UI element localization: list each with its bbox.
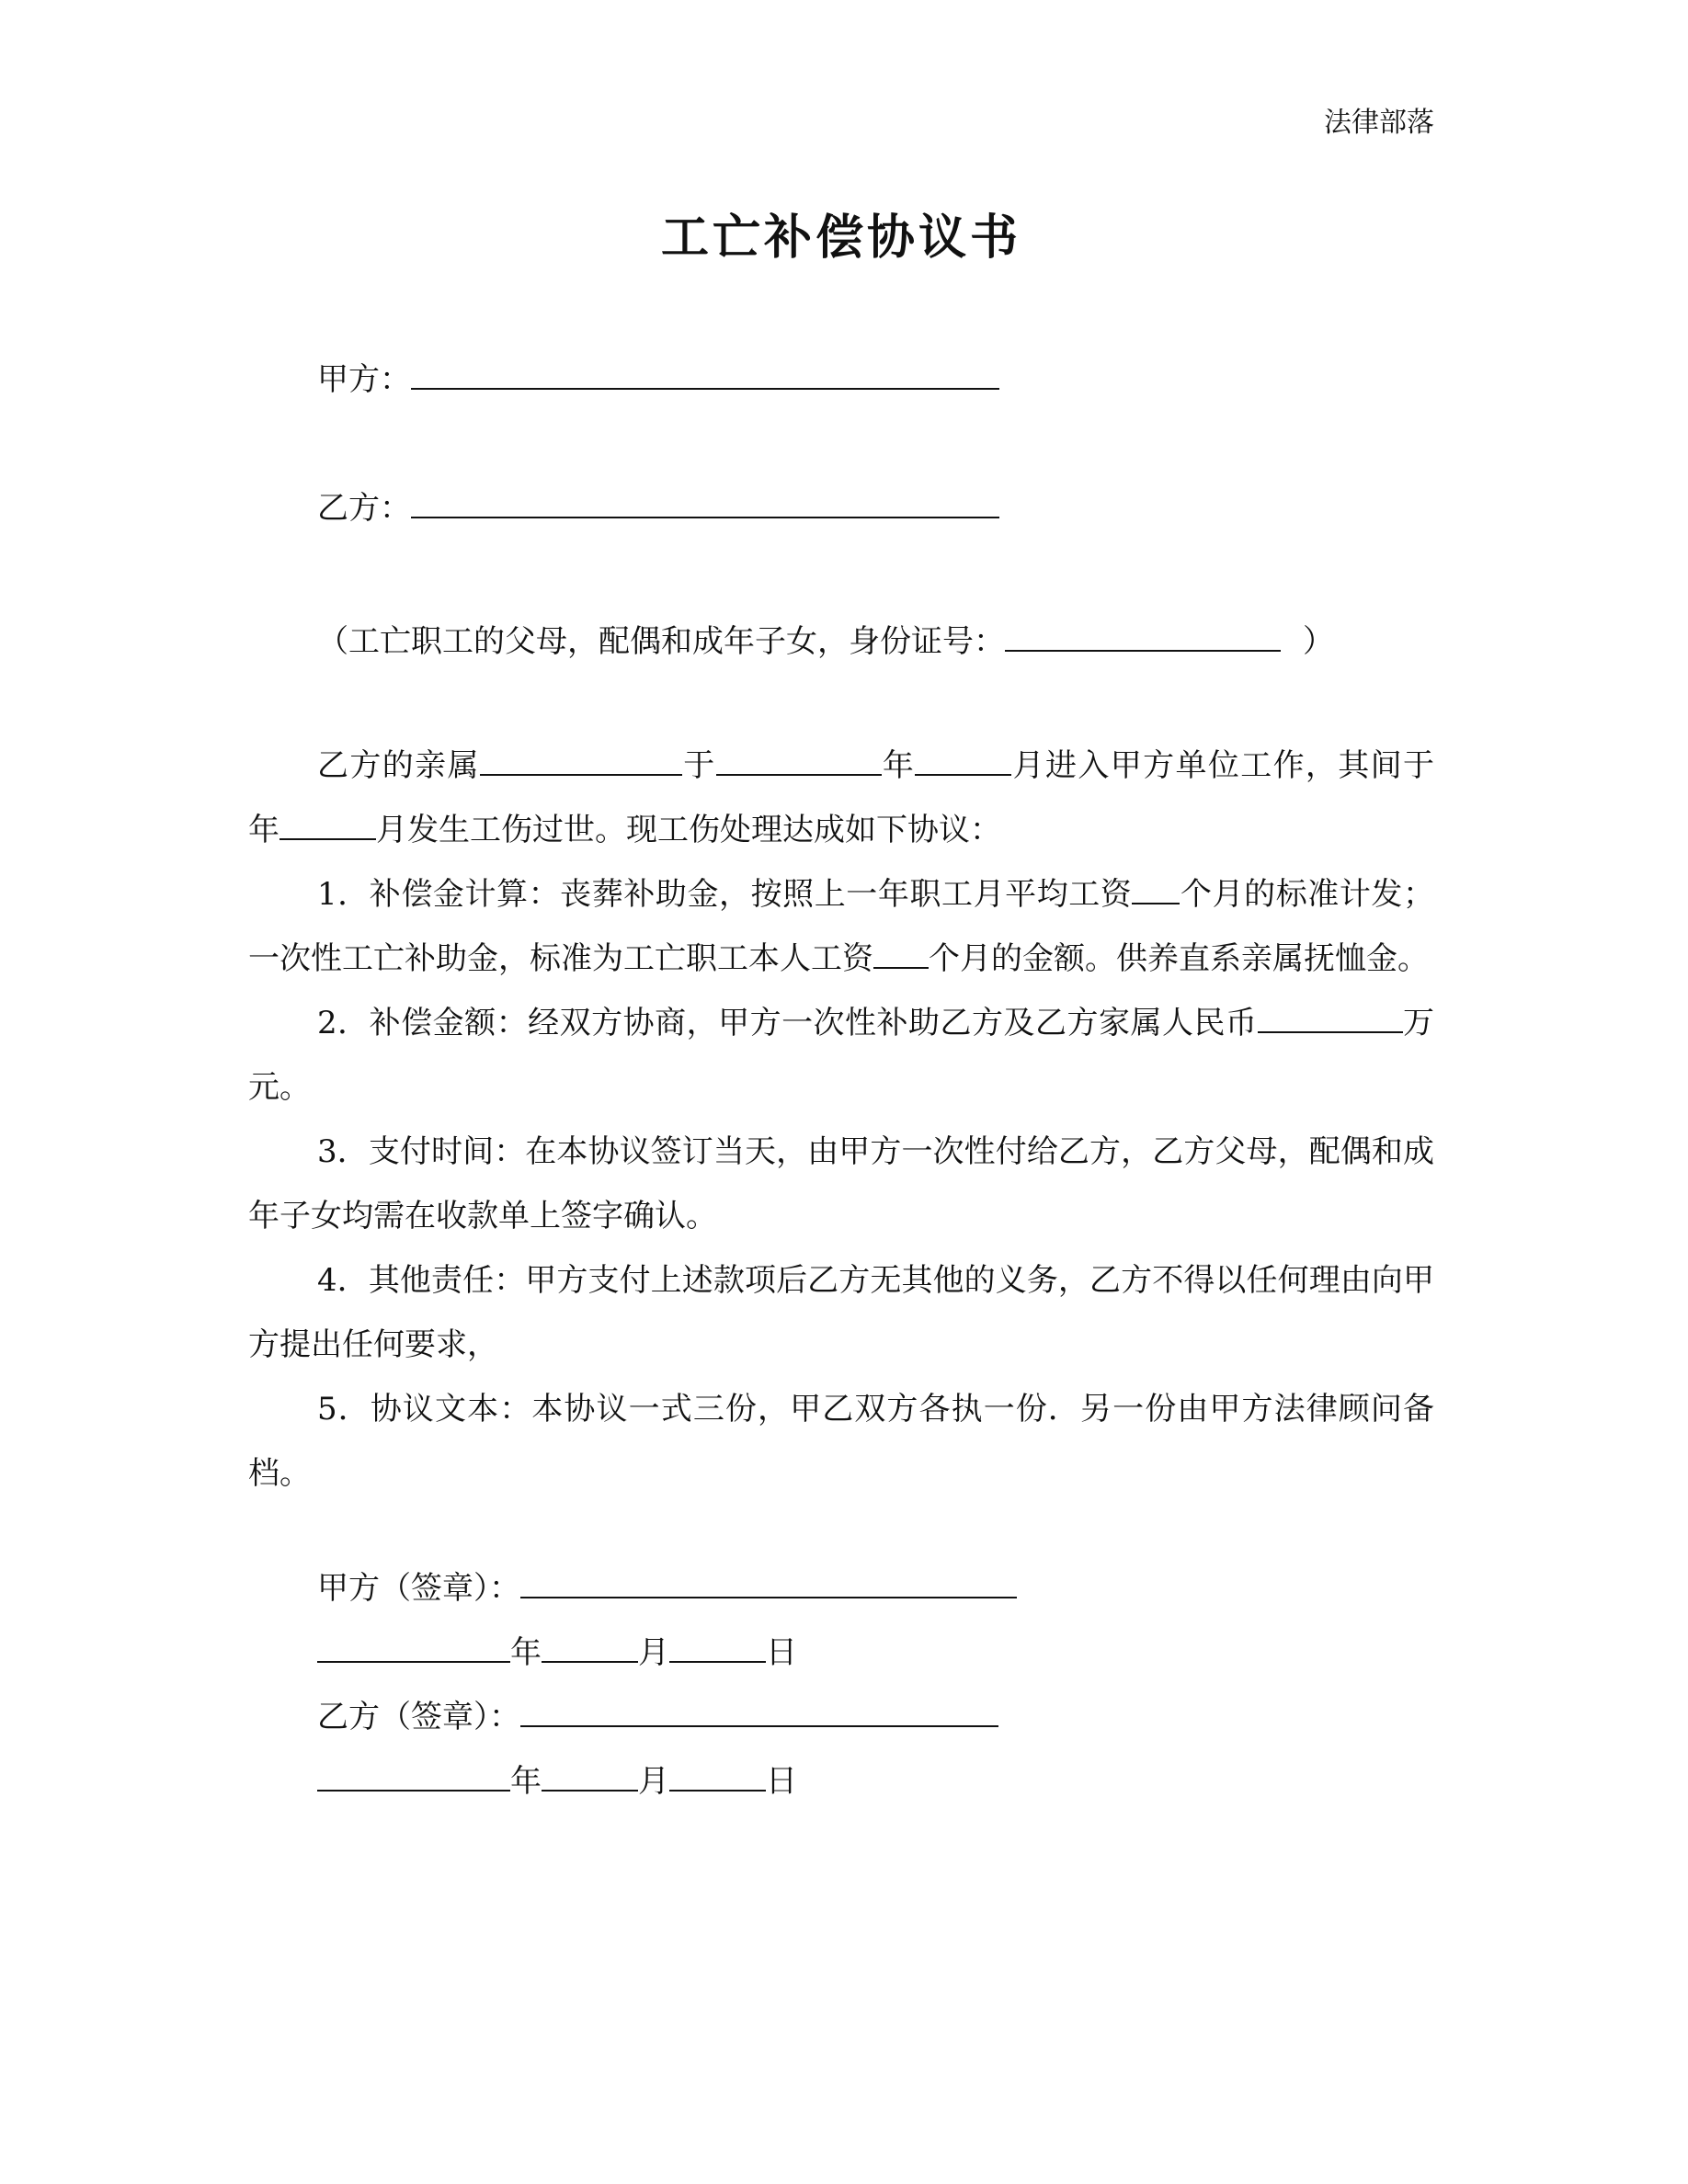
party-b-name-blank[interactable] xyxy=(411,483,999,518)
header-note: 法律部落 xyxy=(1324,107,1434,139)
document-title: 工亡补偿协议书 xyxy=(660,210,1021,266)
clause-1 xyxy=(248,862,1434,991)
intro-paragraph xyxy=(248,734,1434,862)
clause-2 xyxy=(248,991,1434,1120)
party-b-month-blank[interactable] xyxy=(542,1757,638,1792)
clause-3: 3．支付时间：在本协议签订当天，由甲方一次性付给乙方，乙方父母，配偶和成年子女均需在收款单上签字确认。 xyxy=(248,1133,1434,1234)
party-a-month-blank[interactable] xyxy=(542,1628,638,1663)
party-a-name-blank[interactable] xyxy=(411,355,999,390)
relative-name-blank[interactable] xyxy=(480,741,682,776)
party-b-date-line xyxy=(317,1756,797,1801)
intro-text-3: 年 xyxy=(881,747,916,784)
entry-year-blank[interactable] xyxy=(716,741,882,776)
intro-text-5: 年 xyxy=(248,812,279,848)
agreement-document xyxy=(248,0,1434,2184)
funeral-months-blank[interactable] xyxy=(1132,870,1180,904)
clause-5: 5．协议文本：本协议一式三份，甲乙双方各执一份．另一份由甲方法律顾问备档。 xyxy=(248,1391,1434,1492)
clause-1-text-3: 个月的金额。供养直系亲属抚恤金。 xyxy=(929,940,1429,977)
clause-1-text-1: 1．补偿金计算：丧葬补助金，按照上一年职工月平均工资 xyxy=(317,876,1133,913)
party-a-day-blank[interactable] xyxy=(669,1628,766,1663)
clause-4: 4．其他责任：甲方支付上述款项后乙方无其他的义务，乙方不得以任何理由向甲方提出任何要求， xyxy=(248,1262,1434,1363)
month-label: 月 xyxy=(638,1634,669,1671)
id-note-prefix: （工亡职工的父母，配偶和成年子女，身份证号： xyxy=(317,623,1005,660)
compensation-months-blank[interactable] xyxy=(873,934,929,969)
party-b-label: 乙方： xyxy=(317,490,411,527)
party-a-signature-blank[interactable] xyxy=(520,1564,1017,1598)
id-number-blank[interactable] xyxy=(1005,617,1281,652)
month-label: 月 xyxy=(638,1763,669,1800)
amount-blank[interactable] xyxy=(1258,998,1403,1033)
intro-text-2: 于 xyxy=(681,747,716,784)
id-note-suffix: ） xyxy=(1303,623,1334,660)
intro-text-1: 乙方的亲属 xyxy=(317,747,480,784)
party-a-signature-label: 甲方（签章）： xyxy=(317,1570,520,1607)
party-a-year-blank[interactable] xyxy=(317,1628,510,1663)
day-label: 日 xyxy=(766,1634,797,1671)
party-b-signature-blank[interactable] xyxy=(520,1692,998,1727)
intro-text-6: 月发生工伤过世。现工伤处理达成如下协议： xyxy=(376,812,1001,848)
clause-1-text-2: 个月的标准计发；一次性工亡补助金，标准为工亡职工本人工资 xyxy=(248,876,1434,977)
party-a-label: 甲方： xyxy=(317,361,411,398)
year-label: 年 xyxy=(510,1634,542,1671)
entry-month-blank[interactable] xyxy=(915,741,1011,776)
party-b-line xyxy=(317,483,999,528)
party-a-line xyxy=(317,354,999,399)
year-label: 年 xyxy=(510,1763,542,1800)
clause-2-text-1: 2．补偿金额：经双方协商，甲方一次性补助乙方及乙方家属人民币 xyxy=(317,1005,1258,1041)
clause-2-text-2: 万元。 xyxy=(248,1005,1434,1106)
day-label: 日 xyxy=(766,1763,797,1800)
party-a-date-line xyxy=(317,1627,797,1672)
death-month-blank[interactable] xyxy=(279,805,376,840)
intro-text-4: 月进入甲方单位工作，其间于 xyxy=(1011,747,1435,784)
id-number-note xyxy=(317,616,1334,661)
party-b-signature-label: 乙方（签章）： xyxy=(317,1699,520,1735)
party-b-day-blank[interactable] xyxy=(669,1757,766,1792)
party-b-year-blank[interactable] xyxy=(317,1757,510,1792)
party-b-signature-line xyxy=(317,1691,998,1736)
party-a-signature-line xyxy=(317,1563,1017,1608)
agreement-body xyxy=(248,734,1434,1506)
